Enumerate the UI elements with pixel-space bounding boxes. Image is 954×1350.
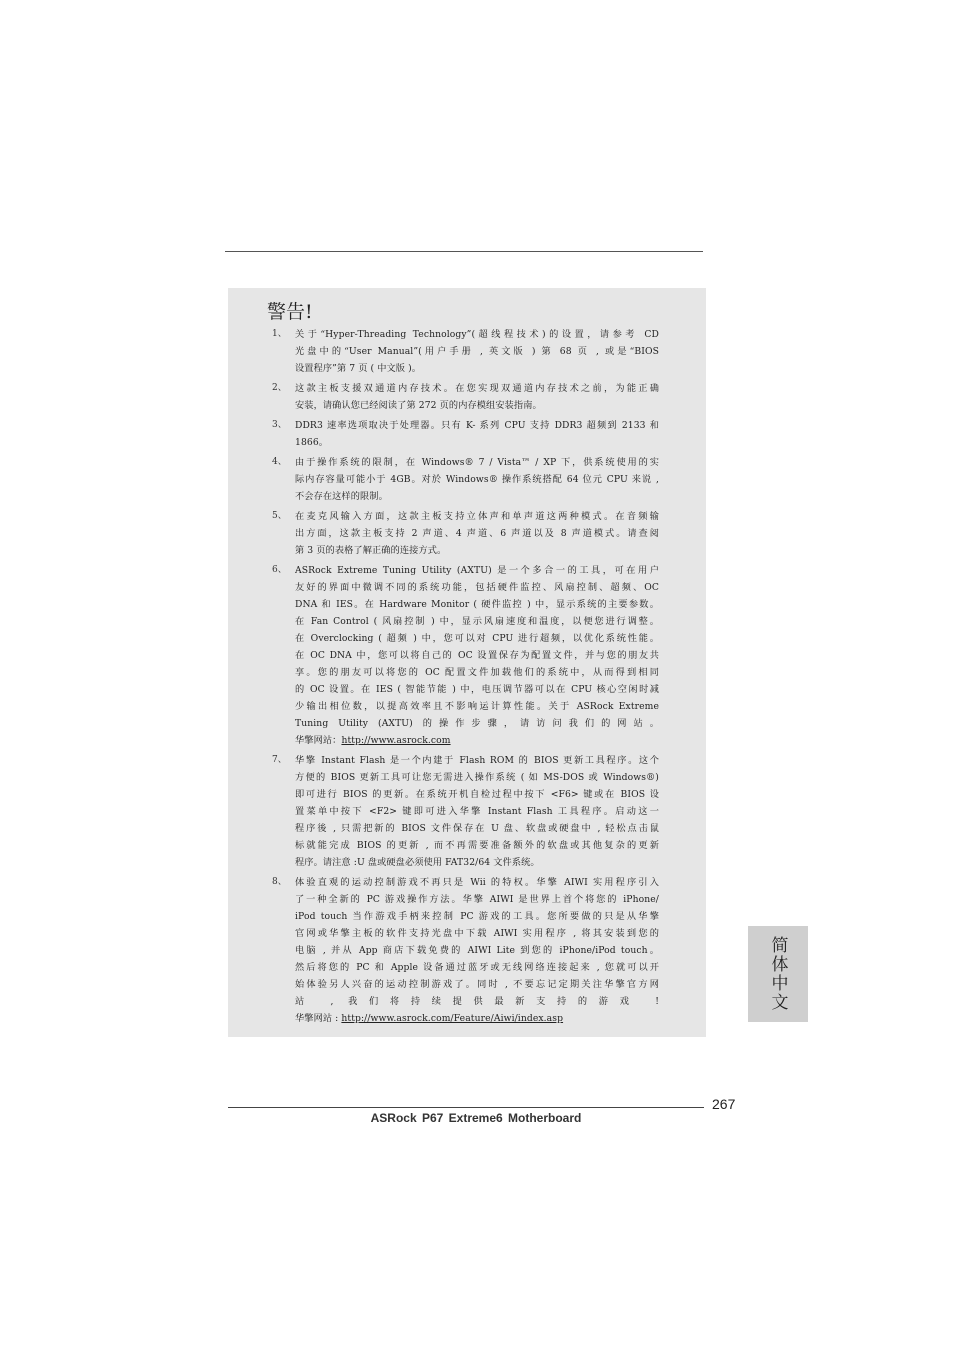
item-text-line: 享。您的朋友可以将您的 OC 配置文件加载他们的系统中，从而得到相同 <box>295 667 659 678</box>
item-text-line: ASRock Extreme Tuning Utility (AXTU) 是一个多合一的工具，可在用户 <box>295 565 659 576</box>
item-text-line: 官网或华擎主板的软件支持光盘中下载 AIWI 实用程序 , 将其安装到您的 <box>295 928 659 939</box>
item-text-line: 程序後 , 只需把新的 BIOS 文件保存在 U 盘、软盘或硬盘中 , 轻松点击鼠 <box>295 823 659 834</box>
item-text-line: 标就能完成 BIOS 的更新 , 而不再需要准备额外的软盘或其他复杂的更新 <box>295 840 659 851</box>
item-text-line: 1866。 <box>295 437 329 448</box>
item-text-line: 出方面，这款主板支持 2 声道、4 声道、6 声道以及 8 声道模式。请查阅 <box>295 528 659 539</box>
item-text-line: 在 Fan Control ( 风扇控制 ) 中，显示风扇速度和温度，以便您进行调整。 <box>295 616 659 627</box>
website-link[interactable]: http://www.asrock.com/Feature/Aiwi/index.asp <box>341 1013 564 1024</box>
item-text-line: 了一种全新的 PC 游戏操作方法。华擎 AIWI 是世界上首个将您的 iPhone/ <box>295 894 659 905</box>
website-label: 华擎网站 : <box>295 1013 342 1024</box>
language-tab <box>748 926 808 1022</box>
item-text-line: 电脑 , 并从 App 商店下载免费的 AIWI Lite 到您的 iPhone/iPod touch。 <box>295 945 659 956</box>
warning-list <box>228 326 706 1030</box>
item-number: 8、 <box>272 877 287 887</box>
item-number: 7、 <box>272 755 287 765</box>
item-text-line: 始体验另人兴奋的运动控制游戏了。同时 , 不要忘记定期关注华擎官方网 <box>295 979 659 990</box>
warning-item <box>228 326 706 377</box>
warning-item <box>228 752 706 871</box>
language-tab-label: 简体中文 <box>767 936 788 1012</box>
website-line <box>295 732 659 749</box>
warning-item <box>228 874 706 1027</box>
item-text-line: 程序。请注意 :U 盘或硬盘必须使用 FAT32/64 文件系统。 <box>295 857 540 868</box>
warning-box <box>228 288 706 1037</box>
item-text-line: 关于“Hyper-Threading Technology”(超线程技术)的设置，请参考 CD <box>295 329 659 340</box>
item-text-line: 这款主板支援双通道内存技术。在您实现双通道内存技术之前，为能正确 <box>295 383 659 394</box>
website-label: 华擎网站： <box>295 735 342 746</box>
item-number: 5、 <box>272 511 287 521</box>
item-text-line: DDR3 速率选项取决于处理器。只有 K- 系列 CPU 支持 DDR3 超频到 2133 和 <box>295 420 659 431</box>
item-text-line: 体验直观的运动控制游戏不再只是 Wii 的特权。华擎 AIWI 实用程序引入 <box>295 877 659 888</box>
item-text-line: 然后将您的 PC 和 Apple 设备通过蓝牙或无线网络连接起来 , 您就可以开 <box>295 962 659 973</box>
top-divider <box>225 251 703 252</box>
item-text-line: 际内存容量可能小于 4GB。对於 Windows® 操作系统搭配 64 位元 CPU 来说 , <box>295 474 659 485</box>
item-number: 1、 <box>272 329 287 339</box>
item-text-line: 少输出相位数，以提高效率且不影响运计算性能。关于 ASRock Extreme <box>295 701 659 712</box>
warning-item <box>228 454 706 505</box>
item-text-line: 在麦克风输入方面，这款主板支持立体声和单声道这两种模式。在音频输 <box>295 511 659 522</box>
item-text-line: 友好的界面中微调不同的系统功能，包括硬件监控、风扇控制、超频、OC <box>295 582 659 593</box>
item-text-line: 在 OC DNA 中，您可以将自己的 OC 设置保存为配置文件，并与您的朋友共 <box>295 650 659 661</box>
page-number: 267 <box>712 1096 736 1112</box>
item-text-line: 不会存在这样的限制。 <box>295 491 388 502</box>
item-text-line: 置菜单中按下 <F2> 键即可进入华擎 Instant Flash 工具程序。启动这一 <box>295 806 659 817</box>
item-number: 6、 <box>272 565 287 575</box>
website-line <box>295 1010 659 1027</box>
item-text-line: 方便的 BIOS 更新工具可让您无需进入操作系统 ( 如 MS-DOS 或 Windows®) <box>295 772 659 783</box>
item-number: 4、 <box>272 457 287 467</box>
warning-title: 警告! <box>267 301 313 323</box>
warning-item <box>228 562 706 749</box>
item-text-line: Tuning Utility (AXTU) 的操作步骤，请访问我们的网站。 <box>295 718 659 729</box>
item-text-line: 在 Overclocking ( 超频 ) 中，您可以对 CPU 进行超频，以优化系统性能。 <box>295 633 659 644</box>
warning-item <box>228 417 706 451</box>
item-text-line: iPod touch 当作游戏手柄来控制 PC 游戏的工具。您所要做的只是从华擎 <box>295 911 659 922</box>
item-text-line: DNA 和 IES。在 Hardware Monitor ( 硬件监控 ) 中，显示系统的主要参数。 <box>295 599 659 610</box>
item-text-line: 由于操作系统的限制，在 Windows® 7 / Vista™ / XP 下，供系统使用的实 <box>295 457 659 468</box>
item-text-line: 的 OC 设置。在 IES ( 智能节能 ) 中，电压调节器可以在 CPU 核心空闲时减 <box>295 684 659 695</box>
footer-title: ASRock P67 Extreme6 Motherboard <box>370 1111 582 1125</box>
item-number: 3、 <box>272 420 287 430</box>
item-text-line: 光盘中的“User Manual”(用户手册 , 英文版 ) 第 68 页 , 或是“BIOS <box>295 346 659 357</box>
item-text-line: 安装，请确认您已经阅读了第 272 页的内存模组安装指南。 <box>295 400 542 411</box>
item-number: 2、 <box>272 383 287 393</box>
item-text-line: 站 , 我们将持续提供最新支持的游戏 ! <box>295 996 659 1007</box>
item-text-line: 即可进行 BIOS 的更新。在系统开机自检过程中按下 <F6> 键或在 BIOS 设 <box>295 789 659 800</box>
item-text-line: 第 3 页的表格了解正确的连接方式。 <box>295 545 447 556</box>
item-text-line: 设置程序”第 7 页 ( 中文版 )。 <box>295 363 422 374</box>
warning-item <box>228 508 706 559</box>
warning-item <box>228 380 706 414</box>
bottom-divider <box>228 1107 704 1108</box>
website-link[interactable]: http://www.asrock.com <box>341 735 451 746</box>
item-text-line: 华擎 Instant Flash 是一个内建于 Flash ROM 的 BIOS 更新工具程序。这个 <box>295 755 659 766</box>
